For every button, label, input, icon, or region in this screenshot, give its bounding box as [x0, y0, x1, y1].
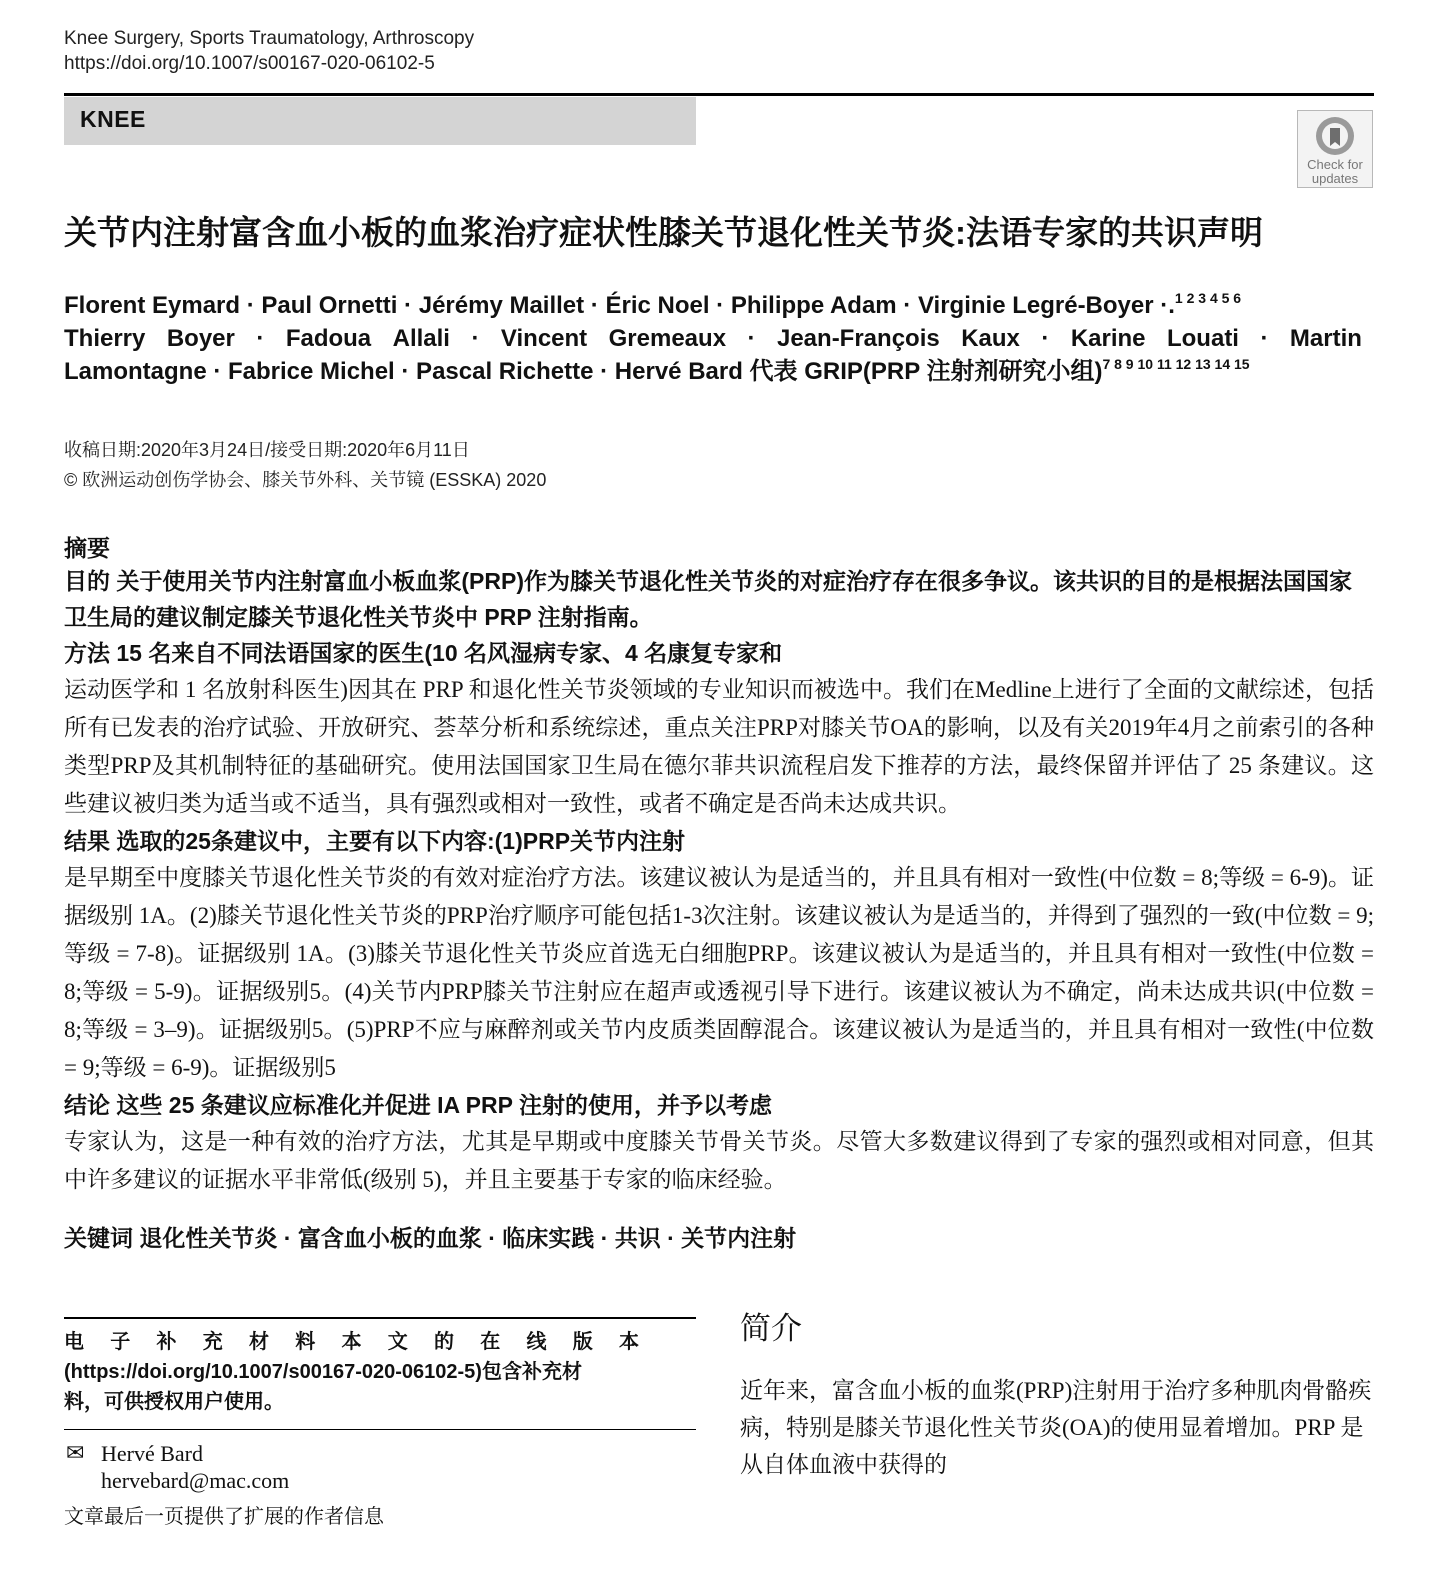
author-list	[64, 289, 1362, 388]
affiliation-markers: 7 8 9 10 11 12 13 14 15	[1102, 356, 1250, 372]
author-token: Gremeaux	[608, 325, 727, 352]
copyright: © 欧洲运动创伤学协会、膝关节外科、关节镜 (ESSKA) 2020	[64, 470, 547, 490]
supp-char: 文	[387, 1331, 408, 1353]
author-token: Allali	[392, 325, 450, 352]
article-title: 关节内注射富含血小板的血浆治疗症状性膝关节退化性关节炎:法语专家的共识声明	[64, 214, 1263, 251]
author-token: Fadoua	[285, 325, 372, 352]
abstract-methods-heading: 方法 15 名来自不同法语国家的医生(10 名风湿病专家、4 名康复专家和	[64, 640, 783, 666]
author-line-1	[64, 289, 1362, 322]
supplementary-link[interactable]: (https://doi.org/10.1007/s00167-020-06102-5)包含补充材	[64, 1361, 582, 1383]
extended-author-info: 文章最后一页提供了扩展的作者信息	[64, 1506, 384, 1528]
header-rule	[64, 93, 1374, 96]
section-bar	[64, 97, 696, 145]
abstract-methods-text: 运动医学和 1 名放射科医生)因其在 PRP 和退化性关节炎领域的专业知识而被选中。我们在Medline上进行了全面的文献综述，包括所有已发表的治疗试验、开放研究、荟萃分析和系统综述，重点关注PRP对膝关节OA的影响，以及有关2019年4月之前索引的各种类型PRP及其机制特征的基础研究。使用法国国家卫生局在德尔菲共识流程启发下推荐的方法，最终保留并评估了 25 条建议。这些建议被归类为适当或不适当，具有强烈或相对一致性，或者不确定是否尚未达成共识。	[64, 677, 1374, 816]
abstract-results-text: 是早期至中度膝关节退化性关节炎的有效对症治疗方法。该建议被认为是适当的，并且具有相对一致性(中位数 = 8;等级 = 6-9)。证据级别 1A。(2)膝关节退化性关节炎的PRP治疗顺序可能包括1-3次注射。该建议被认为是适当的，并得到了强烈的一致(中位数 = 9;等级 = 7-8)。证据级别 1A。(3)膝关节退化性关节炎应首选无白细胞PRP。该建议被认为是适当的，并且具有相对一致性(中位数 = 8;等级 = 5-9)。证据级别5。(4)关节内PRP膝关节注射应在超声或透视引导下进行。该建议被认为不确定，尚未达成共识(中位数 = 8;等级 = 3–9)。证据级别5。(5)PRP不应与麻醉剂或关节内皮质类固醇混合。该建议被认为是适当的，并且具有相对一致性(中位数 = 9;等级 = 6-9)。证据级别5	[64, 865, 1374, 1080]
footnote-rule	[64, 1317, 696, 1319]
correspondence-rule	[64, 1429, 696, 1430]
introduction-text: 近年来，富含血小板的血浆(PRP)注射用于治疗多种肌肉骨骼疾病，特别是膝关节退化性关节炎(OA)的使用显着增加。PRP 是从自体血液中获得的	[740, 1378, 1372, 1477]
supp-char: 的	[434, 1331, 454, 1353]
correspondence	[101, 1440, 289, 1494]
supp-char: 在	[480, 1331, 501, 1353]
author-separator: ·	[1041, 325, 1050, 352]
author-token: Louati	[1166, 325, 1239, 352]
keywords: 关键词 退化性关节炎 · 富含血小板的血浆 · 临床实践 · 共识 · 关节内注射	[64, 1225, 797, 1251]
supp-char: 子	[110, 1331, 131, 1353]
supp-char: 补	[156, 1331, 177, 1353]
abstract-heading: 摘要	[64, 535, 110, 561]
abstract-conclusion-heading: 结论 这些 25 条建议应标准化并促进 IA PRP 注射的使用，并予以考虑	[64, 1092, 772, 1118]
affiliation-markers: 1 2 3 4 5 6	[1174, 290, 1242, 306]
article-doi[interactable]: https://doi.org/10.1007/s00167-020-06102-5	[64, 53, 435, 74]
abstract	[64, 533, 1374, 1199]
supplementary-line-1	[64, 1327, 639, 1357]
supplementary-note	[64, 1327, 639, 1417]
supp-char: 材	[249, 1331, 269, 1353]
author-token: Vincent	[500, 325, 588, 352]
author-token: Kaux	[961, 325, 1020, 352]
supp-char: 本	[619, 1331, 639, 1353]
abstract-results-heading: 结果 选取的25条建议中，主要有以下内容:(1)PRP关节内注射	[64, 828, 686, 854]
abstract-purpose: 目的 关于使用关节内注射富血小板血浆(PRP)作为膝关节退化性关节炎的对症治疗存在很多争议。该共识的目的是根据法国国家卫生局的建议制定膝关节退化性关节炎中 PRP 注射指南。	[64, 568, 1352, 630]
section-label: KNEE	[80, 106, 146, 132]
supp-char: 电	[64, 1331, 84, 1353]
author-token: Jean-François	[776, 325, 940, 352]
author-separator: ·	[471, 325, 480, 352]
supp-char: 线	[526, 1331, 547, 1353]
author-token: Thierry	[64, 325, 146, 352]
author-line-3	[64, 355, 1362, 388]
supp-char: 版	[572, 1331, 593, 1353]
author-token: Karine	[1070, 325, 1146, 352]
author-names: Florent Eymard · Paul Ornetti · Jérémy Maillet · Éric Noel · Philippe Adam · Virginie Legré-Boyer ·.	[64, 292, 1175, 319]
supp-char: 料	[295, 1331, 316, 1353]
author-separator: ·	[256, 325, 265, 352]
introduction-heading: 简介	[740, 1311, 802, 1346]
article-dates	[64, 435, 546, 495]
supp-char: 本	[341, 1331, 362, 1353]
journal-name: Knee Surgery, Sports Traumatology, Arthroscopy	[64, 28, 475, 49]
author-email[interactable]: hervebard@mac.com	[101, 1468, 290, 1493]
crossmark-label: Check for updates	[1307, 157, 1363, 186]
author-line-2	[64, 322, 1362, 355]
crossmark-badge[interactable]	[1297, 110, 1373, 188]
author-token: Martin	[1289, 325, 1362, 352]
supplementary-line-3: 料，可供授权用户使用。	[64, 1391, 284, 1413]
received-accepted: 收稿日期:2020年3月24日/接受日期:2020年6月11日	[64, 440, 470, 460]
author-separator: ·	[1260, 325, 1269, 352]
supp-char: 充	[202, 1331, 223, 1353]
abstract-conclusion-text: 专家认为，这是一种有效的治疗方法，尤其是早期或中度膝关节骨关节炎。尽管大多数建议得到了专家的强烈或相对同意，但其中许多建议的证据水平非常低(级别 5)，并且主要基于专家的临床经验。	[64, 1129, 1374, 1192]
crossmark-icon	[1314, 115, 1356, 157]
author-names: Lamontagne · Fabrice Michel · Pascal Richette · Hervé Bard 代表 GRIP(PRP 注射剂研究小组)	[64, 358, 1103, 385]
author-token: Boyer	[166, 325, 235, 352]
corresponding-author: Hervé Bard	[101, 1441, 204, 1466]
journal-header	[64, 26, 474, 76]
envelope-icon: ✉	[66, 1440, 85, 1465]
author-separator: ·	[747, 325, 756, 352]
